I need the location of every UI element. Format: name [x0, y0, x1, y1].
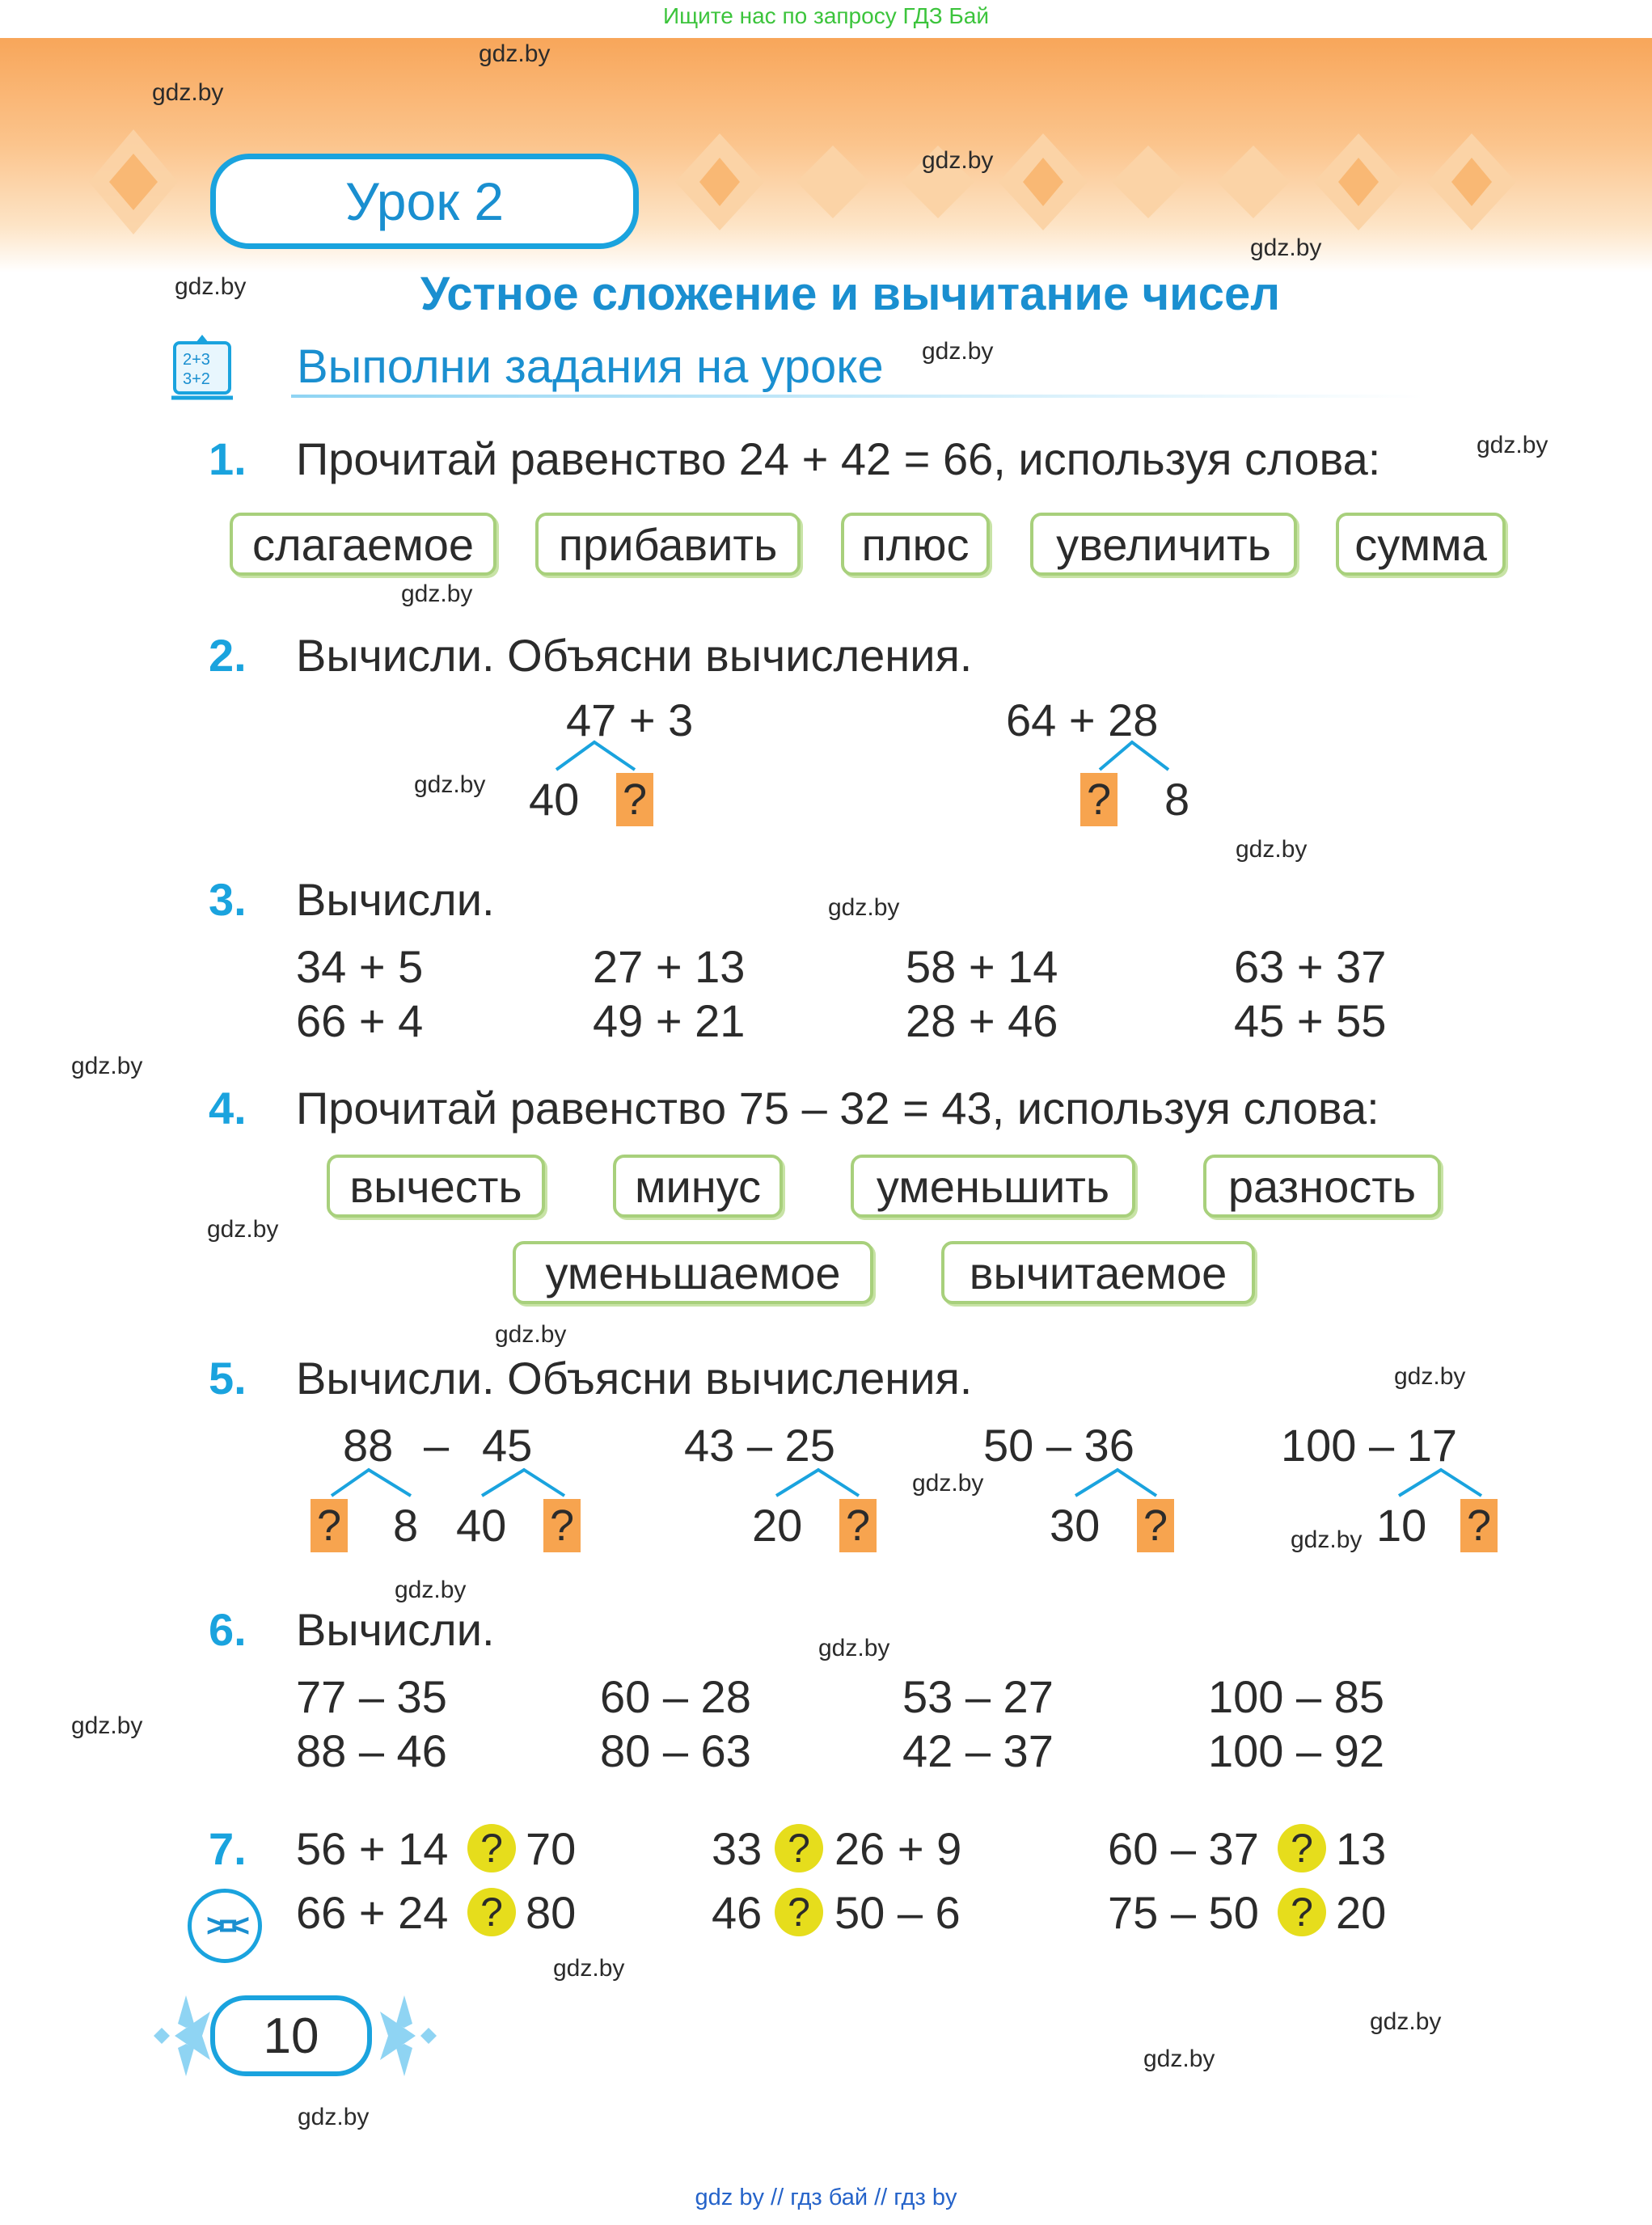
task-4-number: 4. [209, 1083, 247, 1134]
task-3-text: Вычисли. [296, 874, 495, 925]
watermark: gdz.by [152, 79, 224, 106]
expression: 56 + 14 [296, 1823, 449, 1874]
task-1-number: 1. [209, 433, 247, 484]
part-value: 10 [1376, 1500, 1427, 1551]
expression: 33 [712, 1823, 763, 1874]
task-3-number: 3. [209, 874, 247, 925]
operand: 45 [482, 1420, 533, 1471]
question-box: ? [1137, 1499, 1174, 1552]
word-card: плюс [841, 513, 990, 576]
operand: 88 [343, 1420, 394, 1471]
expression: 26 + 9 [834, 1823, 962, 1874]
subtitle-underline [291, 395, 1423, 398]
task-5-number: 5. [209, 1353, 247, 1404]
word-card: вычитаемое [941, 1241, 1255, 1304]
compare-placeholder: ? [1278, 1888, 1326, 1936]
expression: 80 [526, 1887, 577, 1938]
board-line-2: 3+2 [183, 370, 210, 388]
question-box: ? [839, 1499, 877, 1552]
expression: 66 + 4 [296, 995, 424, 1046]
watermark: gdz.by [828, 894, 900, 921]
expression: 50 – 6 [834, 1887, 961, 1938]
compare-placeholder: ? [775, 1824, 823, 1872]
expression: 60 – 37 [1108, 1823, 1259, 1874]
part-value: 8 [393, 1500, 419, 1551]
expression: 75 – 50 [1108, 1887, 1259, 1938]
question-box: ? [616, 773, 653, 826]
task-6-number: 6. [209, 1604, 247, 1655]
expression: 58 + 14 [906, 941, 1058, 992]
decomposition-line [482, 1470, 564, 1496]
expression: 100 – 92 [1208, 1725, 1384, 1776]
part-value: 40 [529, 774, 580, 825]
part-value: 40 [456, 1500, 507, 1551]
watermark: gdz.by [553, 1955, 625, 1982]
watermark: gdz.by [1394, 1363, 1466, 1390]
question-box: ? [311, 1499, 348, 1552]
watermark: gdz.by [207, 1216, 279, 1243]
expression: 49 + 21 [593, 995, 746, 1046]
watermark: gdz.by [175, 273, 247, 300]
expression: 34 + 5 [296, 941, 424, 992]
question-box: ? [543, 1499, 581, 1552]
word-card: разность [1203, 1155, 1441, 1218]
watermark: gdz.by [401, 581, 473, 607]
ornament-right [671, 121, 1577, 243]
question-box: ? [1080, 773, 1118, 826]
expression: 13 [1336, 1823, 1387, 1874]
expression: 80 – 63 [600, 1725, 751, 1776]
word-card: вычесть [327, 1155, 545, 1218]
expression: 66 + 24 [296, 1887, 449, 1938]
word-card: уменьшить [851, 1155, 1135, 1218]
watermark: gdz.by [71, 1053, 143, 1079]
watermark: gdz.by [818, 1635, 890, 1661]
expression: 50 – 36 [983, 1420, 1134, 1471]
compare-placeholder: ? [467, 1888, 516, 1936]
expression: 46 [712, 1887, 763, 1938]
part-value: 8 [1164, 774, 1190, 825]
question-box: ? [1460, 1499, 1498, 1552]
word-card: уменьшаемое [513, 1241, 873, 1304]
search-banner: Ищите нас по запросу ГДЗ Бай [662, 3, 990, 28]
expression: 27 + 13 [593, 941, 746, 992]
watermark: gdz.by [298, 2104, 370, 2130]
expression: 43 – 25 [684, 1420, 835, 1471]
watermark: gdz.by [1250, 234, 1322, 261]
decomposition-line [1100, 742, 1168, 770]
watermark: gdz.by [1143, 2046, 1215, 2072]
watermark: gdz.by [1236, 836, 1308, 863]
expression: 47 + 3 [566, 695, 694, 745]
watermark: gdz.by [479, 40, 551, 67]
expression: 100 – 17 [1281, 1420, 1457, 1471]
decomposition-line [556, 742, 635, 770]
task-2-number: 2. [209, 630, 247, 681]
compare-placeholder: ? [467, 1824, 516, 1872]
page-title: Устное сложение и вычитание чисел [420, 268, 1281, 320]
expression: 88 – 46 [296, 1725, 447, 1776]
word-card: сумма [1336, 513, 1506, 576]
part-value: 30 [1050, 1500, 1101, 1551]
word-card: минус [613, 1155, 783, 1218]
watermark: gdz.by [414, 771, 486, 798]
word-card: прибавить [535, 513, 801, 576]
footer-text: gdz by // гдз бай // гдз by [695, 2185, 957, 2210]
expression: 20 [1336, 1887, 1387, 1938]
lesson-label: Урок 2 [210, 154, 639, 249]
watermark: gdz.by [912, 1470, 984, 1497]
watermark: gdz.by [495, 1321, 567, 1348]
expression: 28 + 46 [906, 995, 1058, 1046]
expression: 77 – 35 [296, 1671, 447, 1722]
compare-icon [188, 1889, 262, 1963]
watermark: gdz.by [1477, 432, 1548, 458]
expression: 70 [526, 1823, 577, 1874]
expression: 45 + 55 [1234, 995, 1387, 1046]
task-2-text: Вычисли. Объясни вычисления. [296, 630, 973, 681]
compare-placeholder: ? [1278, 1824, 1326, 1872]
decomposition-line [1075, 1470, 1156, 1496]
word-card: увеличить [1030, 513, 1297, 576]
ornament-left [81, 121, 186, 243]
operator: – [424, 1420, 450, 1471]
decomposition-line [776, 1470, 859, 1496]
task-4-text: Прочитай равенство 75 – 32 = 43, используя слова: [296, 1083, 1379, 1134]
decomposition-line [1399, 1470, 1481, 1496]
board-icon [171, 333, 233, 406]
page-number: 10 [210, 1995, 372, 2076]
decomposition-line [332, 1470, 411, 1496]
task-5-text: Вычисли. Объясни вычисления. [296, 1353, 973, 1404]
task-1-text: Прочитай равенство 24 + 42 = 66, используя слова: [296, 433, 1381, 484]
expression: 64 + 28 [1006, 695, 1159, 745]
word-card: слагаемое [230, 513, 496, 576]
expression: 53 – 27 [902, 1671, 1054, 1722]
board-line-1: 2+3 [183, 351, 210, 369]
expression: 60 – 28 [600, 1671, 751, 1722]
watermark: gdz.by [395, 1577, 467, 1603]
expression: 63 + 37 [1234, 941, 1387, 992]
watermark: gdz.by [71, 1712, 143, 1739]
watermark: gdz.by [1370, 2008, 1442, 2035]
watermark: gdz.by [922, 338, 994, 365]
compare-symbol: >=< [205, 1907, 244, 1944]
subtitle: Выполни задания на уроке [297, 340, 884, 393]
compare-placeholder: ? [775, 1888, 823, 1936]
watermark: gdz.by [1291, 1526, 1363, 1553]
expression: 42 – 37 [902, 1725, 1054, 1776]
task-6-text: Вычисли. [296, 1604, 495, 1655]
task-7-number: 7. [209, 1823, 247, 1874]
expression: 100 – 85 [1208, 1671, 1384, 1722]
part-value: 20 [752, 1500, 803, 1551]
watermark: gdz.by [922, 147, 994, 174]
